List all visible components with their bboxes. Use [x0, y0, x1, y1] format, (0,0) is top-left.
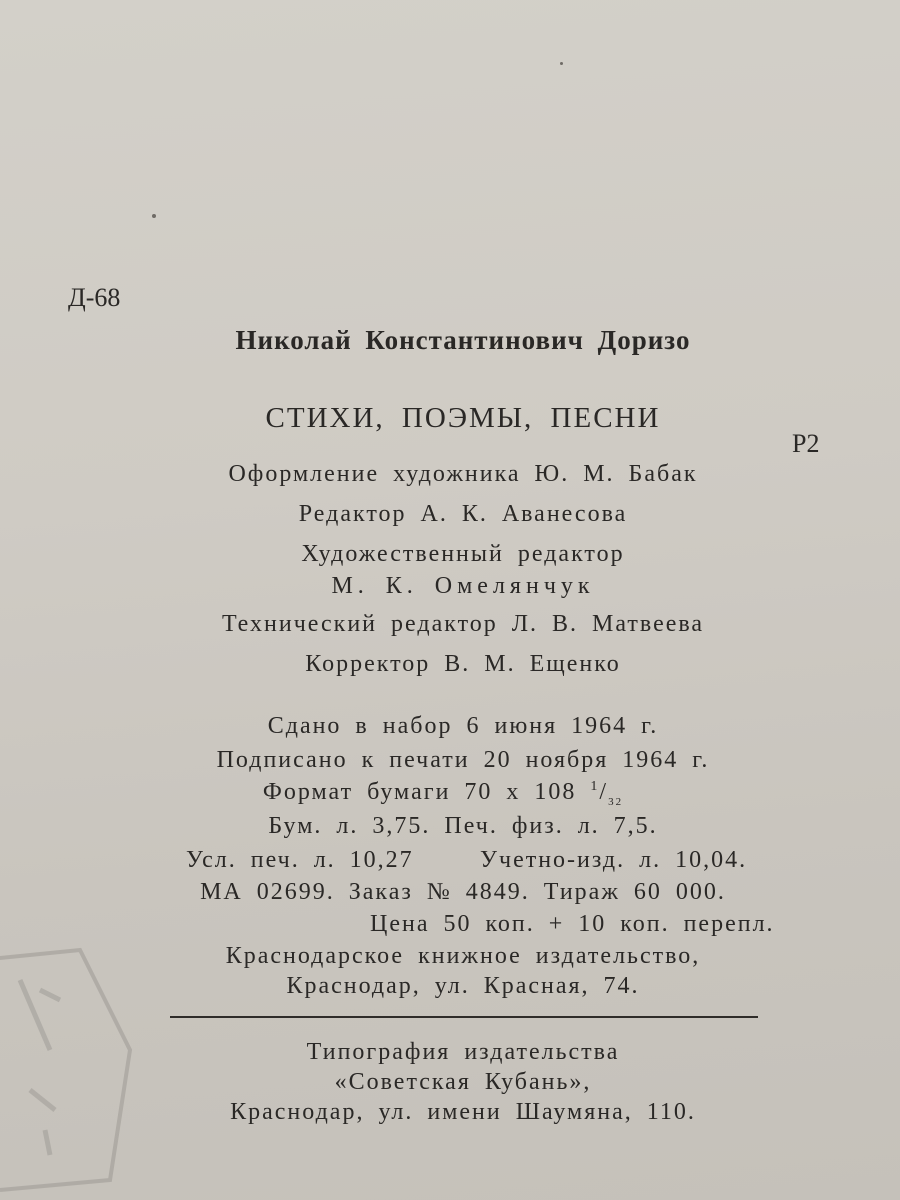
format-prefix: Формат бумаги 70 х 108 — [262, 779, 577, 805]
imprint-cond-sheets: Усл. печ. л. 10,27 — [186, 847, 414, 873]
paper-speck — [560, 62, 563, 65]
index-code: Д-68 — [68, 283, 121, 312]
imprint-order: МА 02699. Заказ № 4849. Тираж 60 000. — [200, 879, 726, 905]
printer-address: Краснодар, ул. имени Шаумяна, 110. — [230, 1099, 696, 1125]
imprint-publisher: Краснодарское книжное издательство, — [225, 943, 701, 969]
credit-proofreader: Корректор В. М. Ещенко — [305, 651, 621, 677]
printer-org: «Советская Кубань», — [334, 1069, 592, 1095]
shelf-mark: Р2 — [792, 429, 820, 458]
imprint-signed: Подписано к печати 20 ноября 1964 г. — [216, 747, 710, 773]
imprint-publisher-address: Краснодар, ул. Красная, 74. — [286, 973, 640, 999]
credit-artist: Оформление художника Ю. М. Бабак — [228, 461, 698, 487]
imprint-format: Формат бумаги 70 х 108 $^1/_{32}$ — [262, 779, 624, 808]
format-numerator: 1 — [590, 779, 600, 794]
divider-rule — [170, 1016, 758, 1018]
credit-editor: Редактор А. К. Аванесова — [298, 501, 628, 527]
printer-name: Типография издательства — [306, 1039, 620, 1065]
imprint-price: Цена 50 коп. + 10 коп. перепл. — [370, 911, 775, 937]
imprint-typeset: Сдано в набор 6 июня 1964 г. — [267, 713, 659, 739]
book-title: СТИХИ, ПОЭМЫ, ПЕСНИ — [265, 402, 661, 434]
author-name: Николай Константинович Доризо — [235, 325, 691, 355]
credit-tech-editor: Технический редактор Л. В. Матвеева — [221, 611, 705, 637]
format-denominator: 32 — [608, 795, 624, 808]
imprint-sheets: Бум. л. 3,75. Печ. физ. л. 7,5. — [268, 813, 658, 839]
imprint-pub-sheets: Учетно-изд. л. 10,04. — [480, 847, 748, 873]
credit-art-editor-name: М. К. Омелянчук — [331, 573, 595, 599]
credit-art-editor-role: Художественный редактор — [301, 541, 625, 567]
paper-speck — [152, 214, 156, 218]
